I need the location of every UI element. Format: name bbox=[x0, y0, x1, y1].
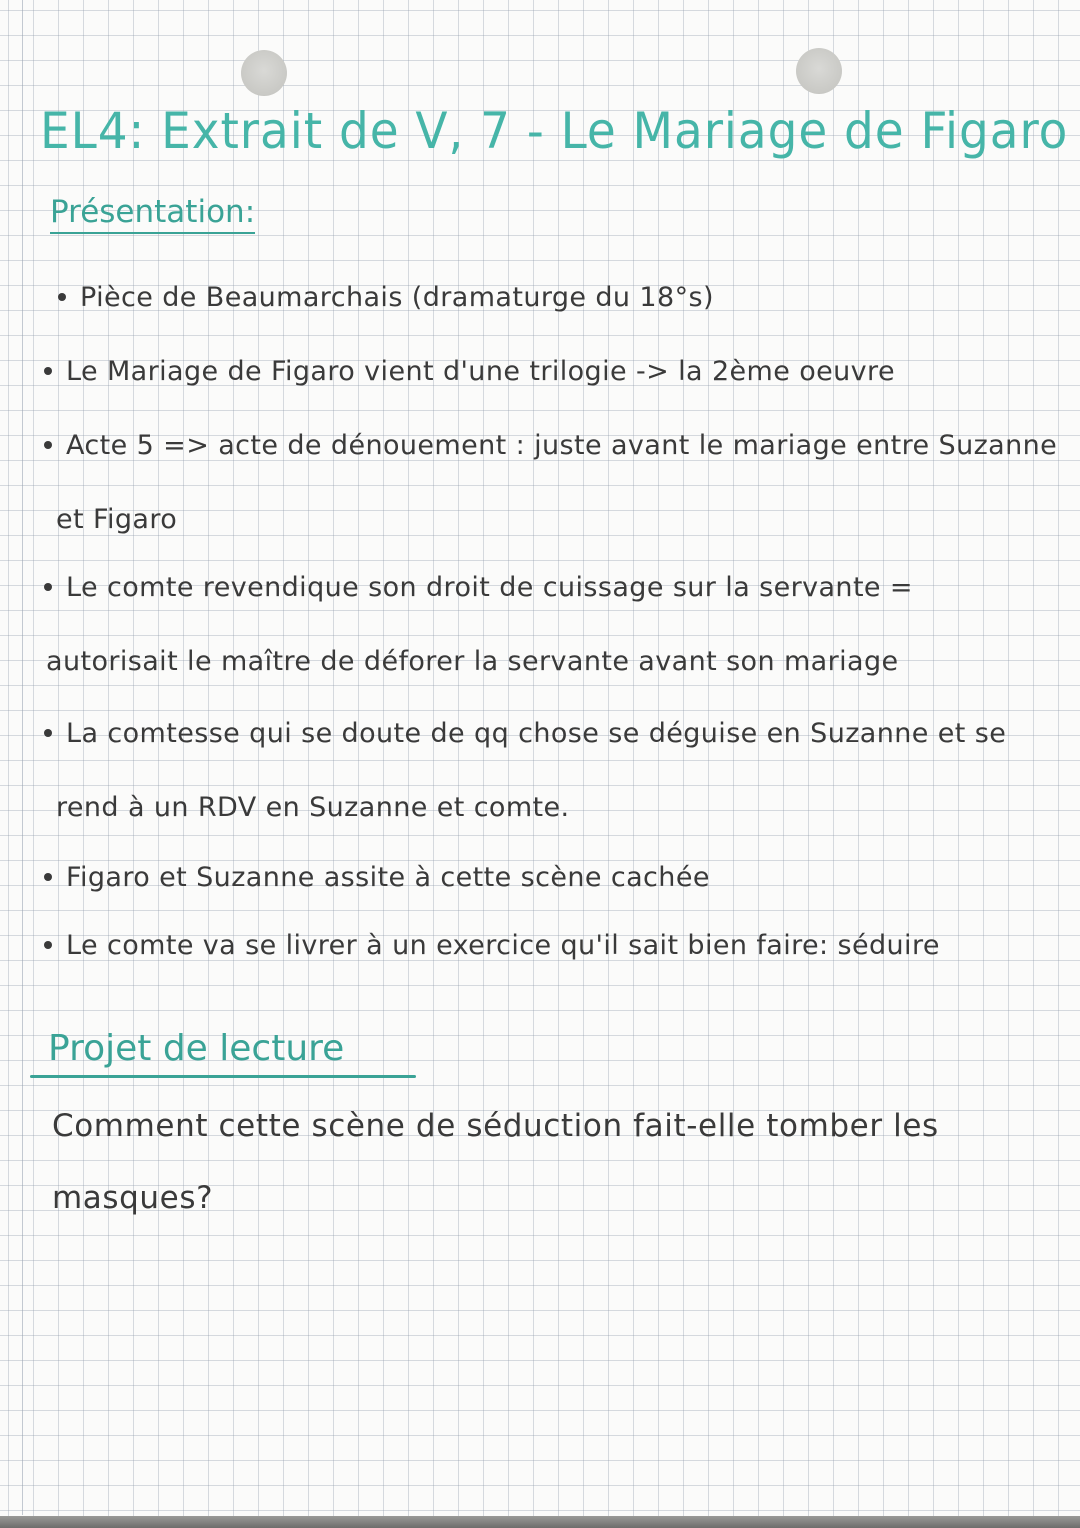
projet-heading: Projet de lecture bbox=[48, 1028, 345, 1069]
list-item bbox=[44, 718, 1006, 749]
list-item-text: Le comte va se livrer à un exercice qu'il sait bien faire: séduire bbox=[66, 930, 940, 961]
list-item bbox=[44, 430, 1057, 461]
list-item bbox=[44, 862, 710, 893]
list-item-continuation: rend à un RDV en Suzanne et comte. bbox=[56, 792, 570, 823]
bullet-icon bbox=[44, 583, 52, 591]
punch-hole-right bbox=[796, 48, 842, 94]
bullet-icon bbox=[44, 367, 52, 375]
page-title: EL4: Extrait de V, 7 - Le Mariage de Figaro bbox=[40, 102, 1069, 160]
bullet-icon bbox=[58, 293, 66, 301]
list-item-text: Pièce de Beaumarchais (dramaturge du 18°s) bbox=[80, 282, 714, 313]
bullet-icon bbox=[44, 873, 52, 881]
list-item bbox=[44, 356, 895, 387]
reading-question-line-1: Comment cette scène de séduction fait-elle tomber les bbox=[52, 1108, 939, 1144]
list-item-continuation: et Figaro bbox=[56, 504, 178, 535]
list-item bbox=[44, 572, 913, 603]
margin-line bbox=[22, 0, 23, 1515]
list-item bbox=[44, 930, 940, 961]
list-item-text: Le Mariage de Figaro vient d'une trilogie -> la 2ème oeuvre bbox=[66, 356, 895, 387]
list-item-text: Acte 5 => acte de dénouement : juste avant le mariage entre Suzanne bbox=[66, 430, 1058, 461]
bullet-icon bbox=[44, 941, 52, 949]
list-item-continuation: autorisait le maître de déforer la servante avant son mariage bbox=[46, 646, 899, 677]
bullet-icon bbox=[44, 729, 52, 737]
list-item-text: La comtesse qui se doute de qq chose se déguise en Suzanne et se bbox=[66, 718, 1007, 749]
page-bottom-edge bbox=[0, 1516, 1080, 1528]
list-item-text: Figaro et Suzanne assite à cette scène cachée bbox=[66, 862, 710, 893]
list-item bbox=[58, 282, 714, 313]
reading-question-line-2: masques? bbox=[52, 1180, 214, 1216]
bullet-icon bbox=[44, 441, 52, 449]
punch-hole-left bbox=[241, 50, 287, 96]
presentation-heading: Présentation: bbox=[50, 194, 255, 234]
list-item-text: Le comte revendique son droit de cuissage sur la servante = bbox=[66, 572, 913, 603]
projet-heading-underline bbox=[30, 1075, 416, 1078]
